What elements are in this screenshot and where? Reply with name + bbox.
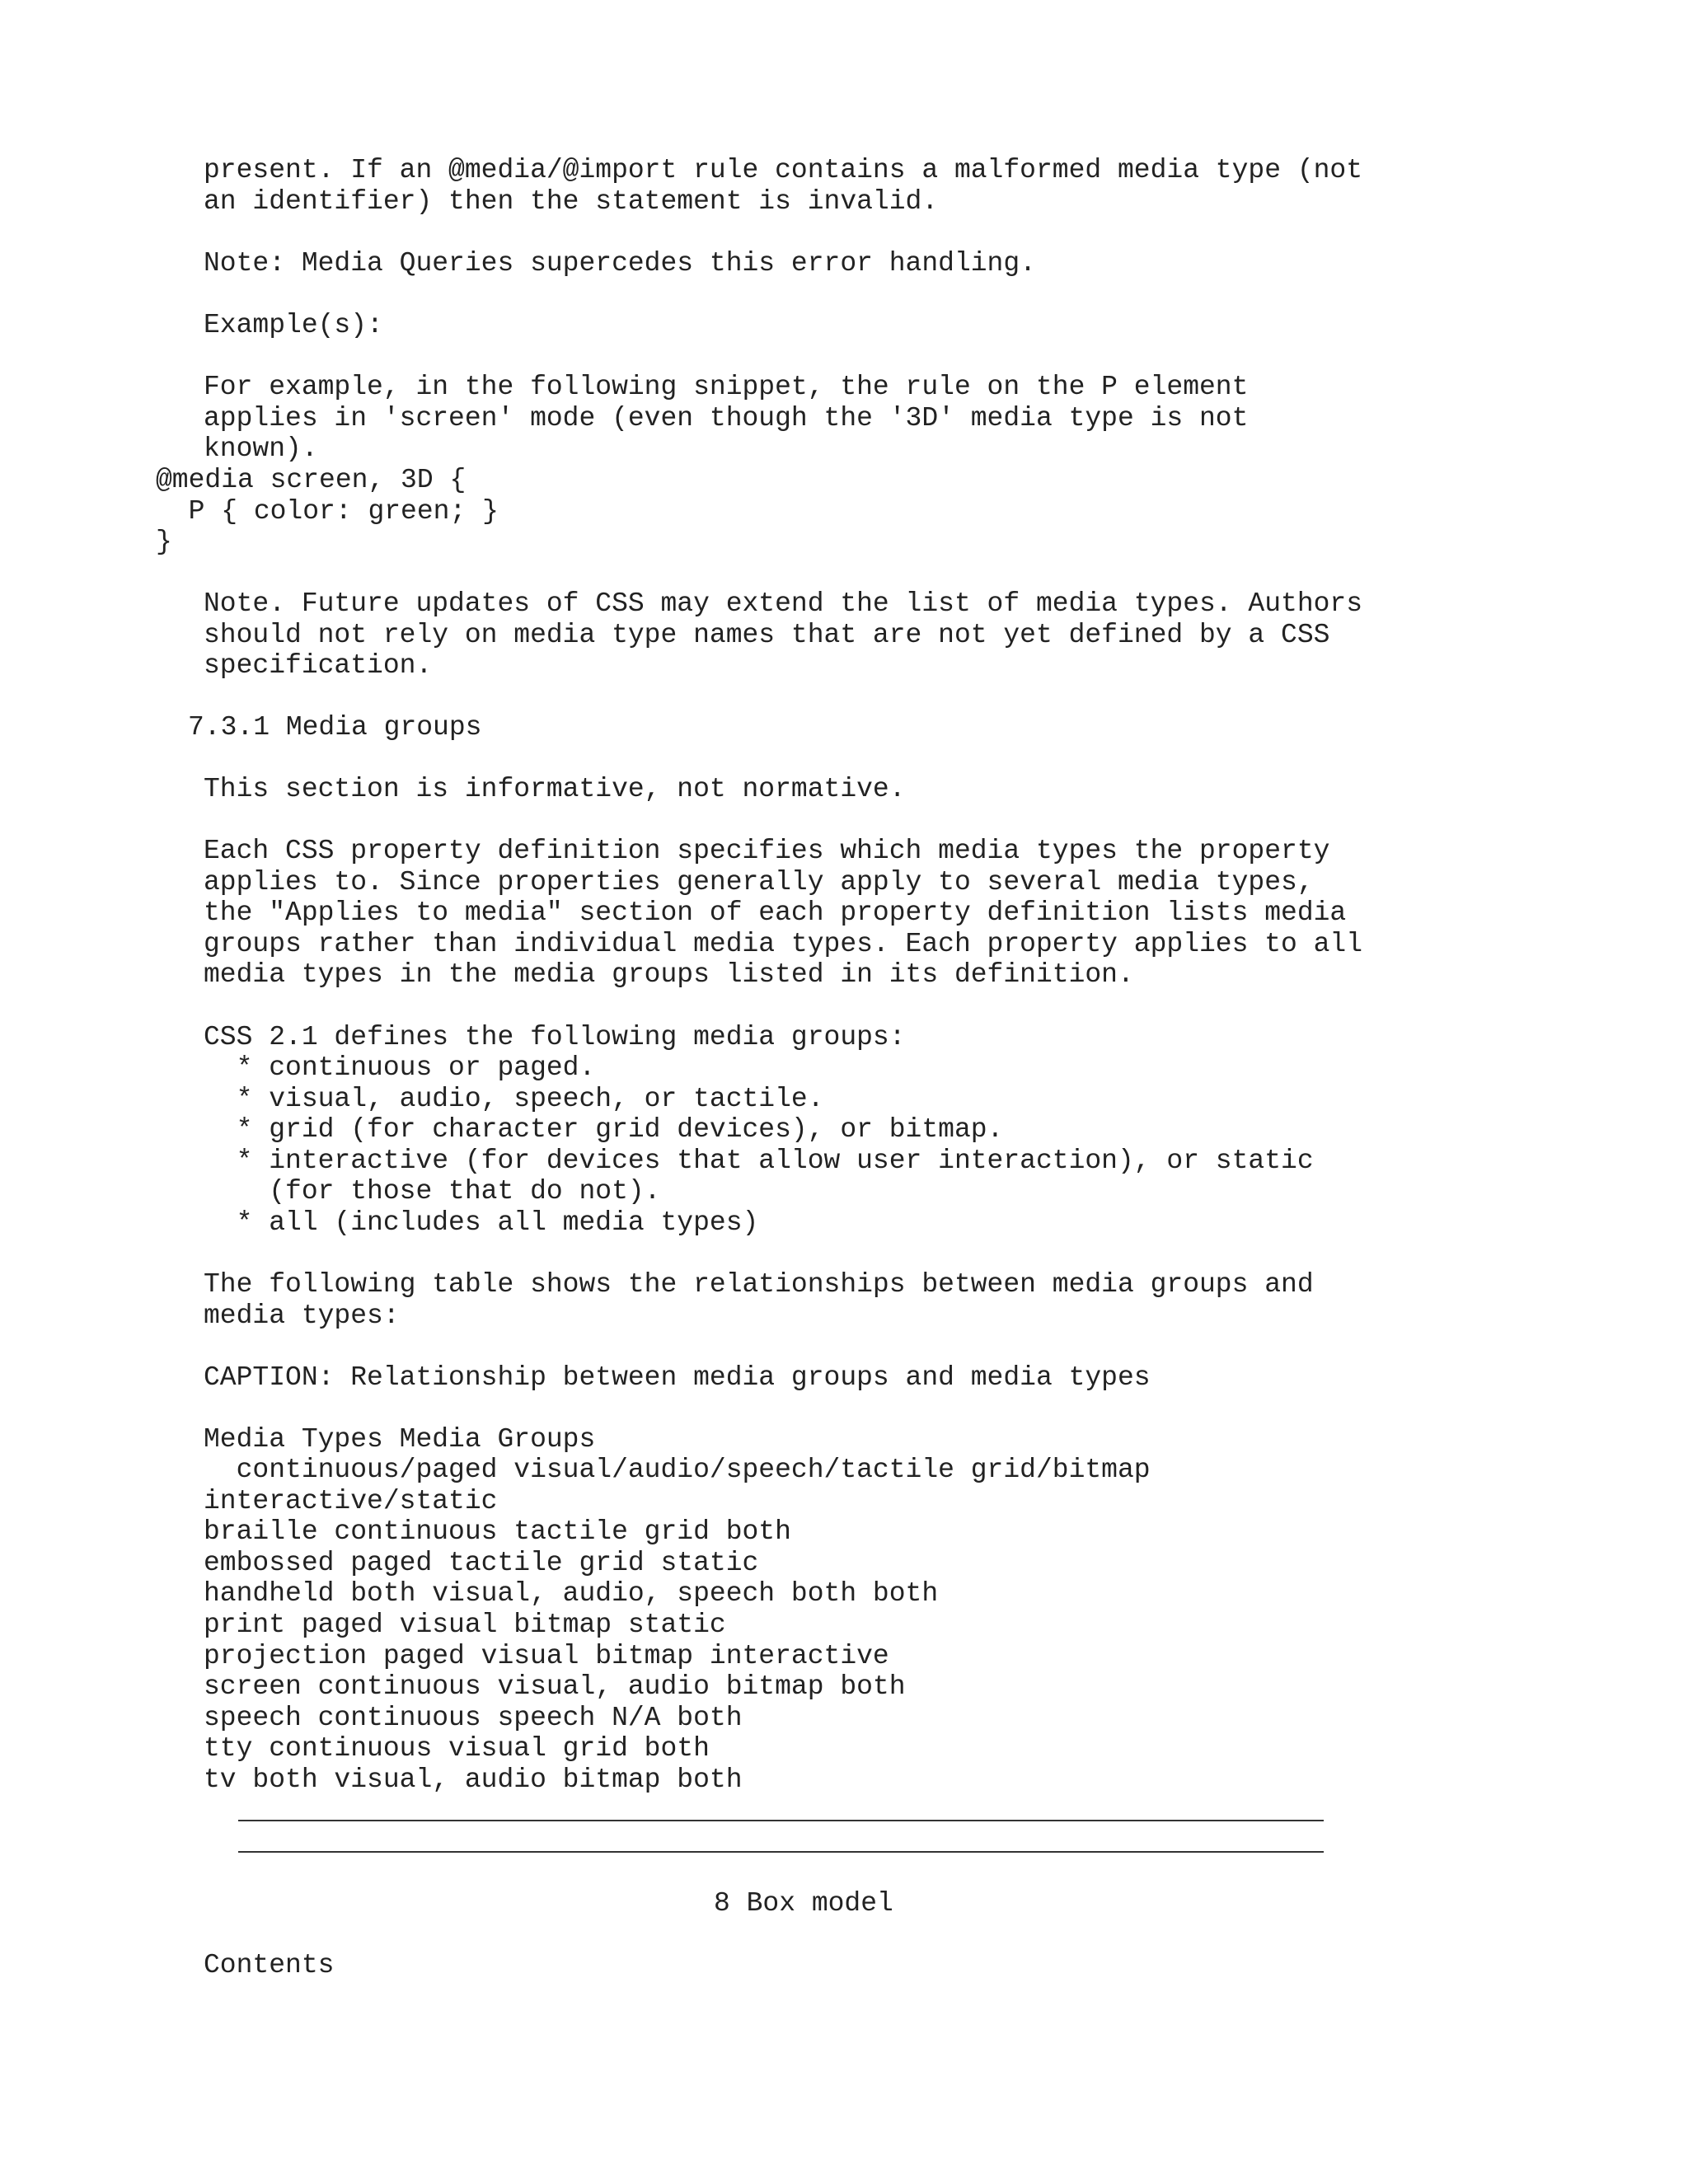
code-line: } [156, 527, 172, 557]
property-line: groups rather than individual media types. Each property applies to all [204, 929, 1363, 959]
table-line: tv both visual, audio bitmap both [204, 1765, 743, 1795]
table-line: continuous/paged visual/audio/speech/tactile grid/bitmap [204, 1455, 1151, 1485]
property-line: media types in the media groups listed in its definition. [204, 959, 1134, 990]
property-line: the "Applies to media" section of each property definition lists media [204, 898, 1347, 928]
table-intro-line: The following table shows the relationships between media groups and [204, 1269, 1314, 1300]
example-line: applies in 'screen' mode (even though the '3D' media type is not [204, 403, 1249, 434]
table-line: tty continuous visual grid both [204, 1733, 710, 1764]
table-line: screen continuous visual, audio bitmap both [204, 1671, 906, 1702]
code-line: P { color: green; } [156, 496, 499, 527]
chapter-title: 8 Box model [714, 1888, 893, 1919]
table-intro-line: media types: [204, 1301, 400, 1331]
note-future-line: Note. Future updates of CSS may extend the list of media types. Authors [204, 588, 1363, 619]
group-item: * continuous or paged. [204, 1052, 596, 1083]
horizontal-rule [238, 1820, 1324, 1821]
table-line: speech continuous speech N/A both [204, 1703, 743, 1733]
note-future-line: specification. [204, 650, 433, 681]
group-item: * all (includes all media types) [204, 1207, 759, 1238]
group-item: * visual, audio, speech, or tactile. [204, 1084, 824, 1114]
group-item: * interactive (for devices that allow user interaction), or static [204, 1146, 1314, 1176]
table-line: handheld both visual, audio, speech both both [204, 1578, 939, 1609]
group-item: (for those that do not). [204, 1176, 661, 1207]
table-line: interactive/static [204, 1486, 498, 1516]
group-item: * grid (for character grid devices), or bitmap. [204, 1114, 1004, 1145]
code-line: @media screen, 3D { [156, 465, 467, 495]
table-line: projection paged visual bitmap interactive [204, 1641, 889, 1671]
table-caption: CAPTION: Relationship between media groups and media types [204, 1362, 1151, 1393]
table-line: embossed paged tactile grid static [204, 1548, 759, 1578]
note-media-queries: Note: Media Queries supercedes this error handling. [204, 248, 1036, 279]
property-line: applies to. Since properties generally apply to several media types, [204, 867, 1314, 898]
property-line: Each CSS property definition specifies which media types the property [204, 836, 1330, 866]
horizontal-rule [238, 1851, 1324, 1853]
intro-line: an identifier) then the statement is invalid. [204, 186, 939, 217]
table-line: Media Types Media Groups [204, 1424, 596, 1455]
example-line: known). [204, 434, 318, 464]
informative-note: This section is informative, not normative. [204, 774, 906, 804]
example-heading: Example(s): [204, 310, 383, 340]
contents-label: Contents [204, 1950, 335, 1980]
intro-line: present. If an @media/@import rule contains a malformed media type (not [204, 155, 1363, 185]
example-line: For example, in the following snippet, the rule on the P element [204, 372, 1249, 402]
table-line: print paged visual bitmap static [204, 1610, 726, 1640]
table-line: braille continuous tactile grid both [204, 1516, 791, 1547]
section-heading: 7.3.1 Media groups [188, 712, 482, 743]
note-future-line: should not rely on media type names that are not yet defined by a CSS [204, 620, 1330, 650]
groups-intro: CSS 2.1 defines the following media groups: [204, 1022, 906, 1052]
